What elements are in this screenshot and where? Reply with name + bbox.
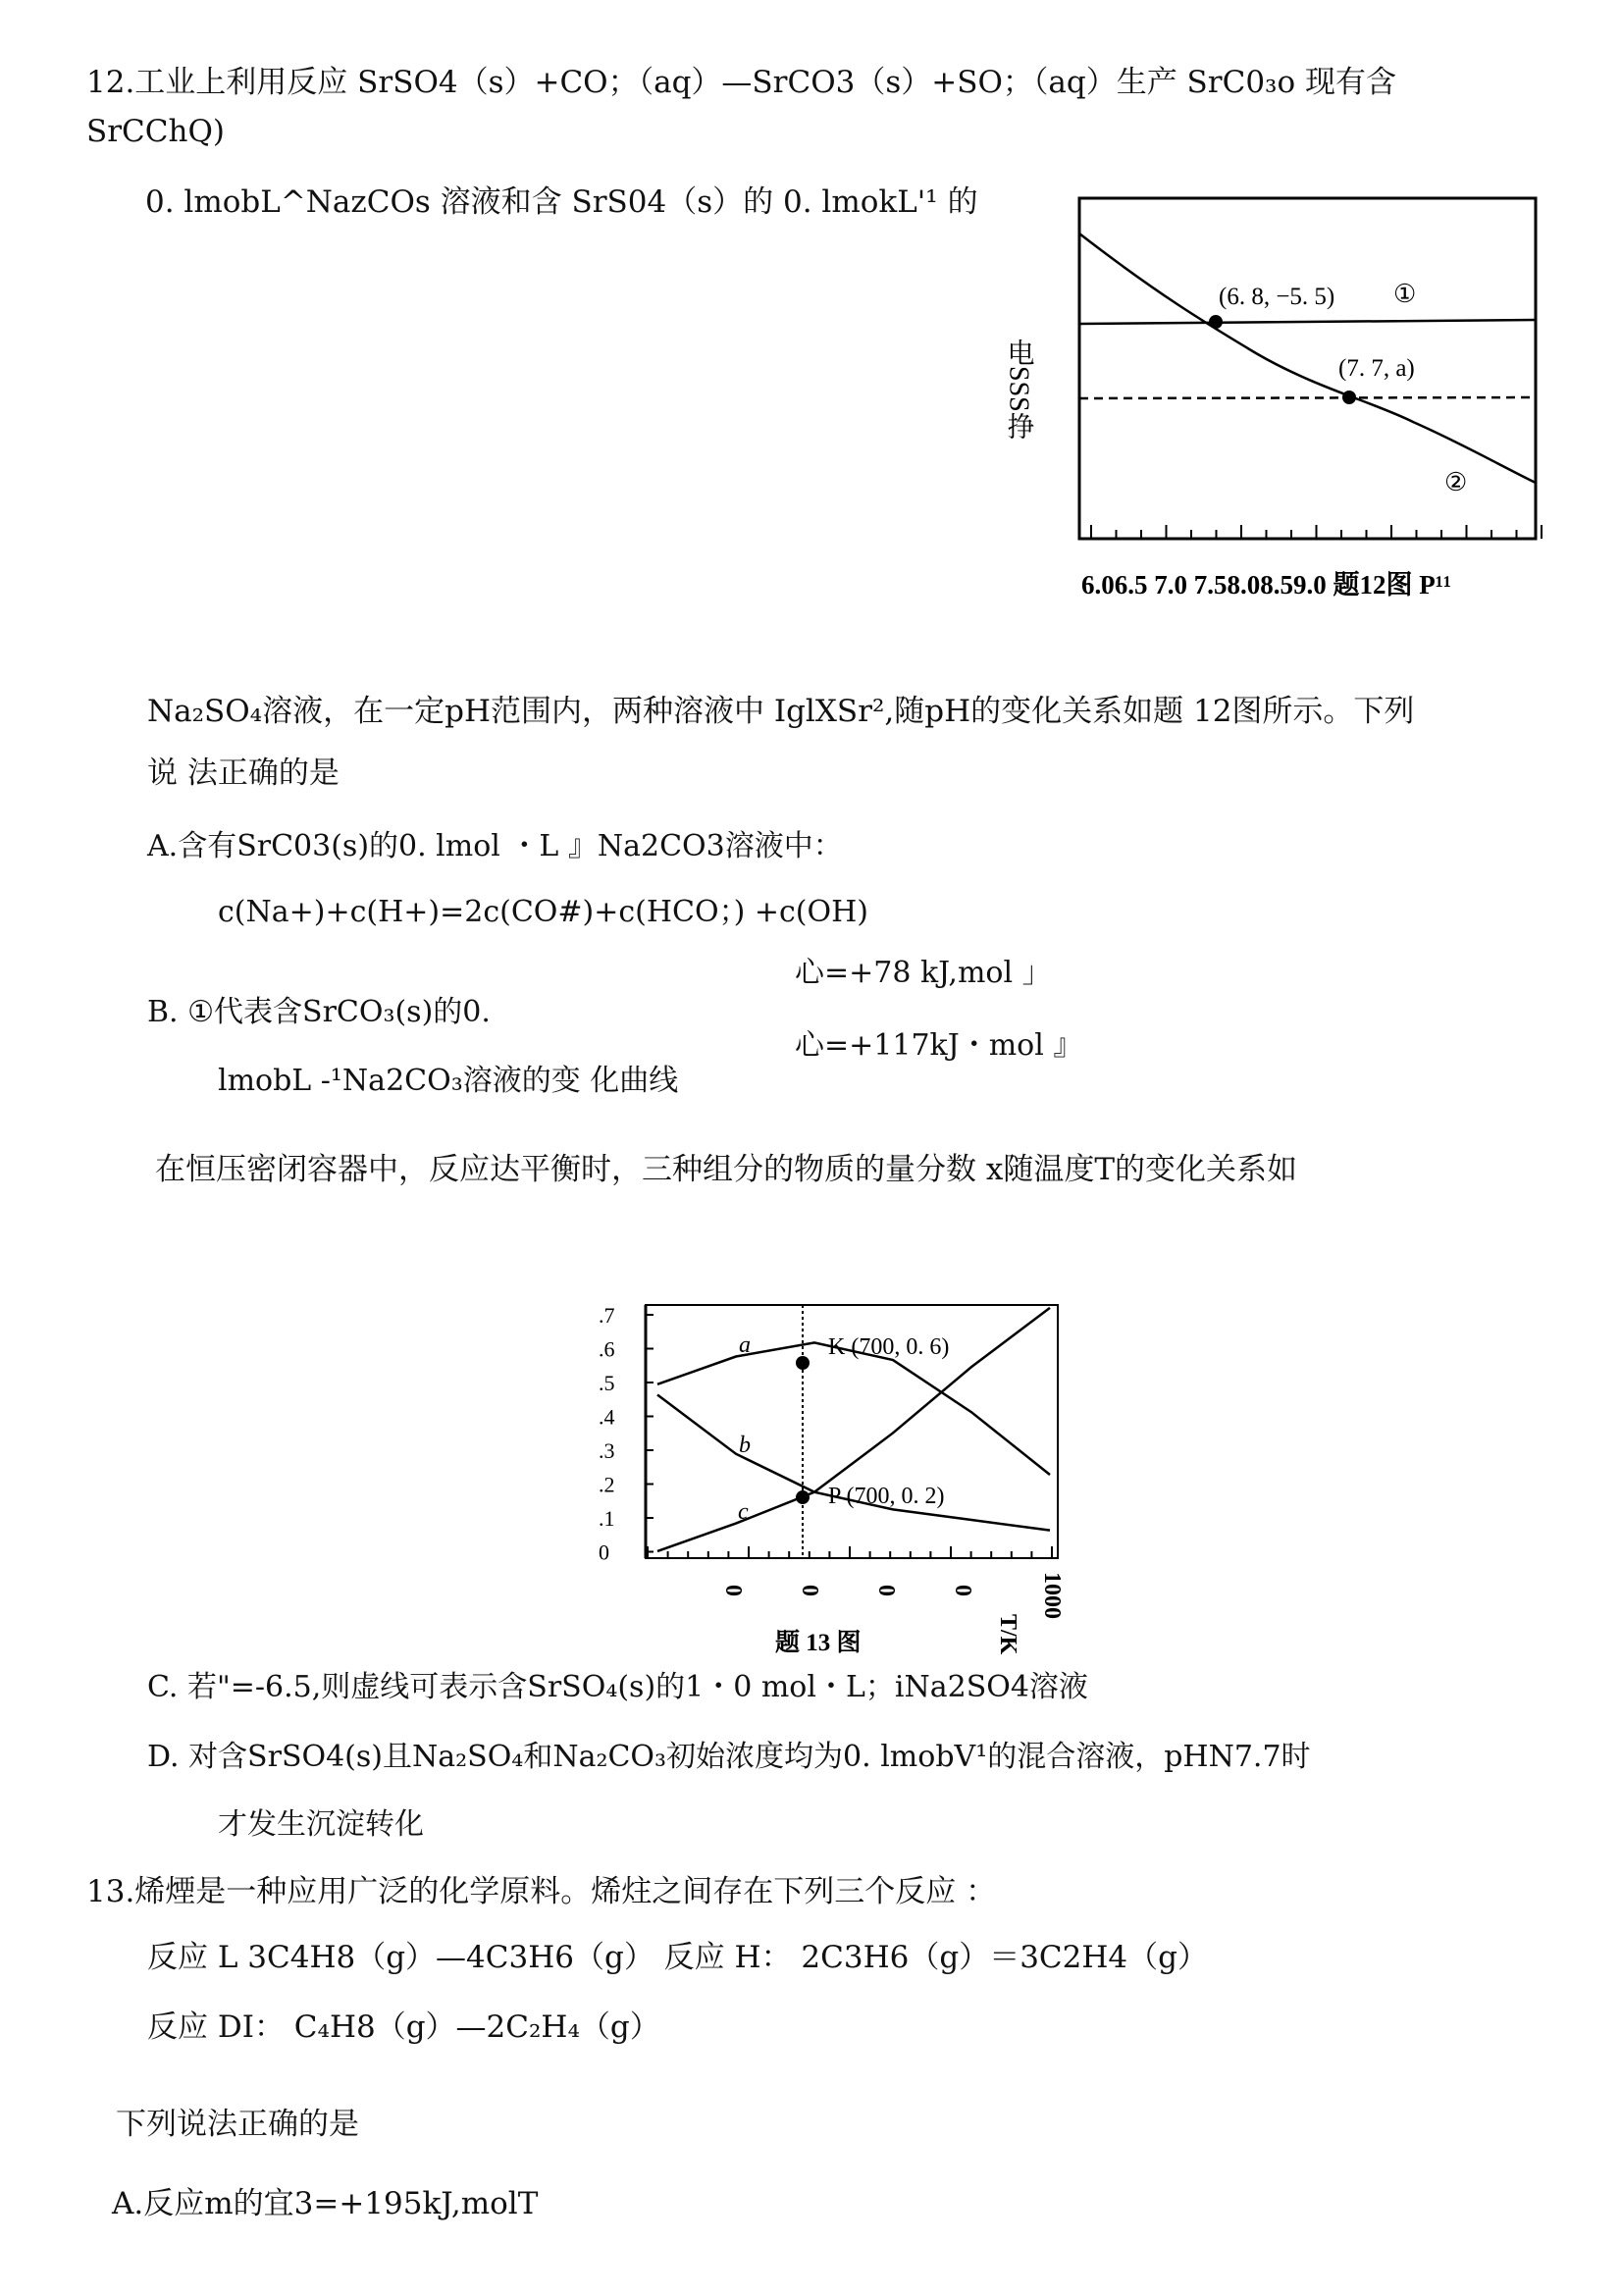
q12-option-b-2: lmobL -¹Na2CO₃溶液的变 化曲线 [218, 1064, 679, 1098]
q13-x-tick-label: 1000 [1039, 1572, 1065, 1619]
q13-line4: 下列说法正确的是 [116, 2107, 359, 2142]
q13-label-b: b [739, 1433, 751, 1458]
q12-line1: 12.工业上利用反应 SrSO4（s）+CO；（aq）—SrCO3（s）+SO；（aq）生产 SrC0₃o 现有含 [86, 65, 1396, 100]
q13-line3: 反应 DI： C₄H8（g）—2C₂H₄（g） [147, 2009, 660, 2045]
q13-x-tick-label: 0 [873, 1585, 899, 1596]
q13-y-tick-label: .7 [599, 1303, 615, 1328]
q12-option-c: C. 若"=-6.5,则虚线可表示含SrSO₄(s)的1・0 mol・L；iNa2SO4溶液 [147, 1670, 1088, 1704]
q13-y-tick-label: .2 [599, 1472, 615, 1497]
q13-series-a [657, 1342, 1050, 1475]
q12-option-d-2: 才发生沉淀转化 [218, 1807, 424, 1842]
q12-line-2 [1079, 234, 1536, 483]
q13-y-tick-label: .3 [599, 1438, 615, 1463]
q12-chart [1001, 186, 1550, 608]
side-note-2: 心=+117kJ・mol 』 [795, 1028, 1083, 1063]
q12-x-ticks [1091, 525, 1542, 539]
q13-label-k: K (700, 0. 6) [828, 1334, 950, 1360]
q13-y-tick-label: .1 [599, 1506, 615, 1531]
q13-chart [579, 1295, 1089, 1658]
q12-annot-2: (7. 7, a) [1338, 355, 1415, 382]
q12-point-b [1342, 391, 1356, 404]
q12-option-a-1: A.含有SrC03(s)的0. lmol ・L 』Na2CO3溶液中： [147, 829, 843, 863]
q12-line-1 [1079, 320, 1536, 324]
q12-option-d-1: D. 对含SrSO4(s)且Na₂SO₄和Na₂CO₃初始浓度均为0. lmobV¹的混合溶液，pHN7.7时 [147, 1740, 1311, 1774]
q13-x-tick-label: 0 [950, 1585, 975, 1596]
q12-x-tick-labels: 6.06.5 7.0 7.58.08.59.0 题12图 P¹¹ [1081, 570, 1451, 600]
q12-line4: Na₂SO₄溶液，在一定pH范围内，两种溶液中 IglXSr²,随pH的变化关系如题 12图所示。下列 [147, 694, 1415, 729]
q13-statement: 在恒压密闭容器中，反应达平衡时，三种组分的物质的量分数 x随温度T的变化关系如 [155, 1152, 1298, 1187]
q13-x-tick-labels [720, 1572, 1065, 1619]
q12-line3: 0. lmobL^NazCOs 溶液和含 SrS04（s）的 0. lmokL'¹ 的 [145, 184, 978, 220]
q12-annot-circled-2: ② [1444, 468, 1468, 496]
q12-point-a [1209, 315, 1223, 329]
q13-line5: A.反应m的宜3=+195kJ,molT [112, 2186, 539, 2221]
q12-option-b-1: B. ①代表含SrCO₃(s)的0. [147, 995, 491, 1029]
q12-line-dashed [1079, 397, 1536, 398]
q13-x-axis-label: T/K [995, 1614, 1020, 1655]
q13-x-tick-label: 0 [797, 1585, 822, 1596]
q13-x-ticks [648, 1546, 1052, 1558]
side-note-1: 心=+78 kJ,mol 」 [795, 956, 1052, 990]
q13-y-tick-label: .6 [599, 1336, 615, 1362]
q12-line5: 说 法正确的是 [147, 756, 340, 791]
q13-line1: 13.烯煙是一种应用广泛的化学原料。烯炷之间存在下列三个反应 ： [86, 1874, 997, 1909]
q13-label-a: a [739, 1332, 751, 1358]
q13-x-tick-label: 0 [720, 1585, 746, 1596]
q12-line2: SrCChQ) [86, 114, 225, 149]
q13-y-tick-label: .5 [599, 1371, 615, 1395]
q13-point-p [796, 1490, 810, 1504]
q13-point-k [796, 1356, 810, 1370]
q12-annot-circled-1: ① [1393, 280, 1417, 308]
q13-line2: 反应 L 3C4H8（g）—4C3H6（g） 反应 H： 2C3H6（g）＝3C2H4（g） [147, 1940, 1208, 1975]
q13-label-p: P (700, 0. 2) [828, 1484, 945, 1509]
q12-annot-1: (6. 8, −5. 5) [1219, 284, 1335, 310]
q12-option-a-2: c(Na+)+c(H+)=2c(CO#)+c(HCO；) +c(OH) [218, 895, 868, 929]
q13-label-c: c [738, 1499, 749, 1525]
q13-caption: 题 13 图 [775, 1630, 862, 1656]
q13-y-tick-label: 0 [599, 1539, 609, 1565]
q12-ylabel: 电SSS挣 [1003, 339, 1034, 440]
q13-y-tick-label: .4 [599, 1404, 615, 1430]
